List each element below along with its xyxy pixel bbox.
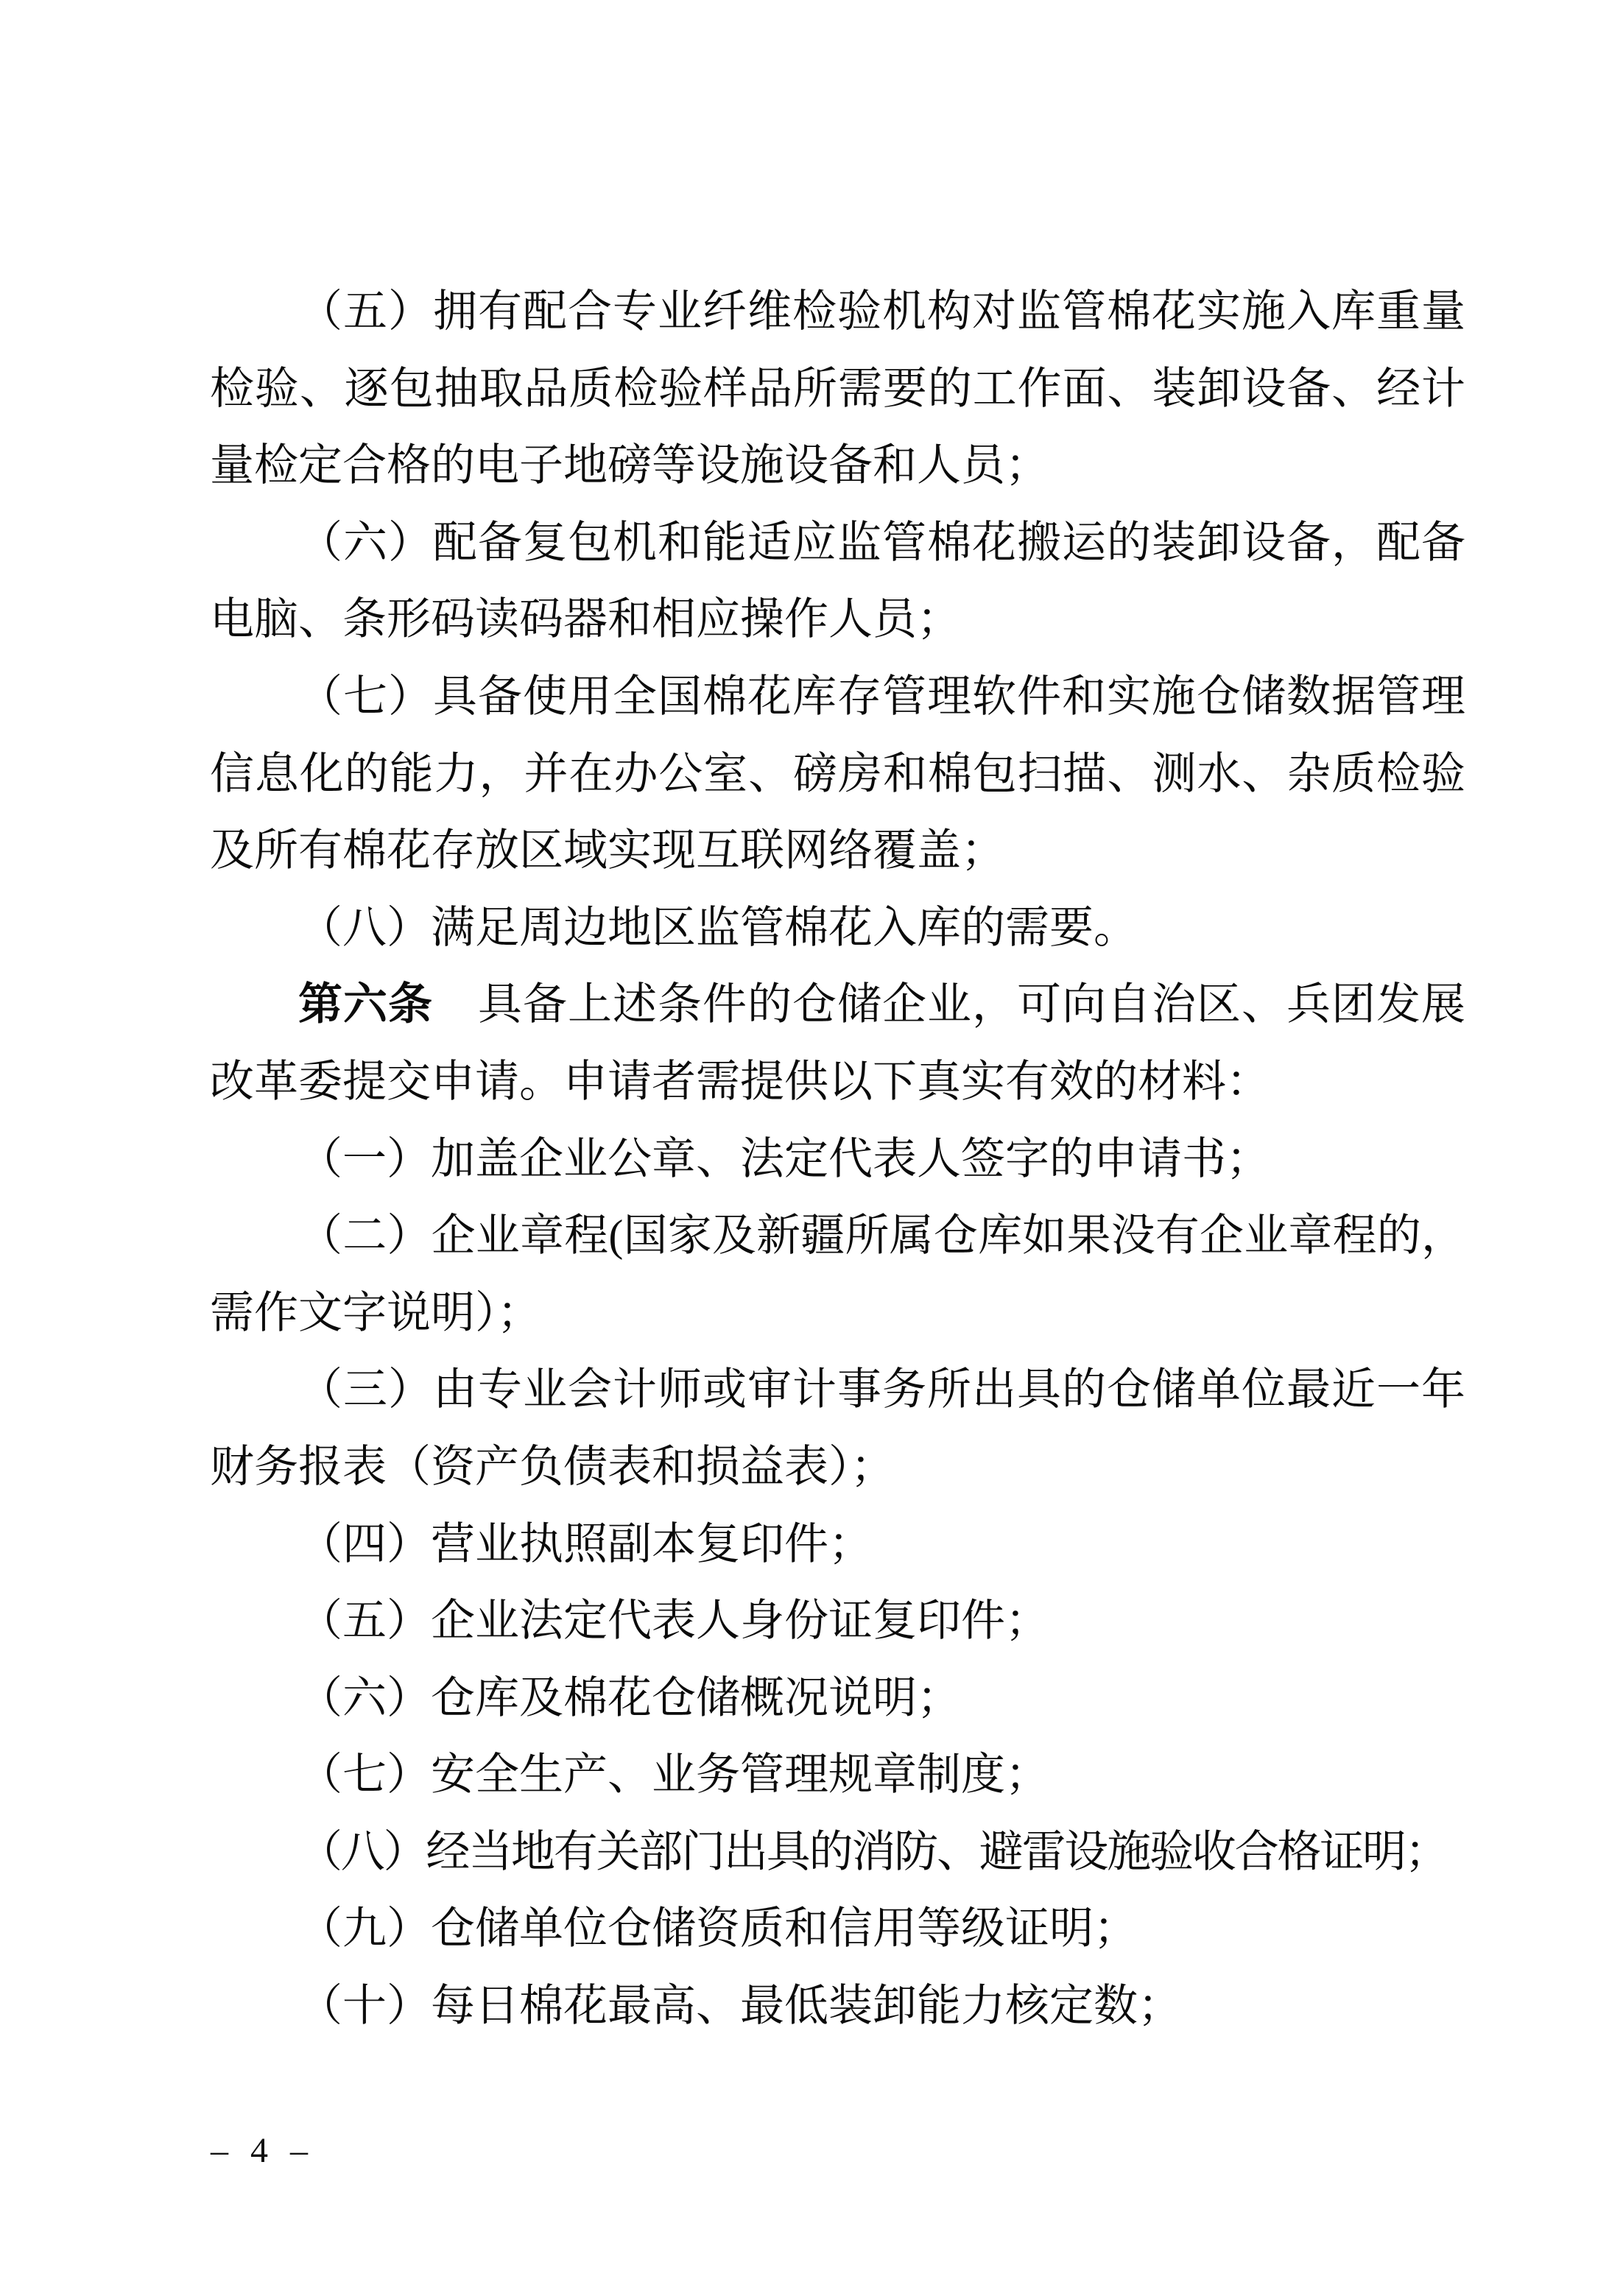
clause-item-7: （七）具备使用全国棉花库存管理软件和实施仓储数据管理信息化的能力，并在办公室、磅房和棉包扫描、测水、杂质检验及所有棉花存放区域实现互联网络覆盖； <box>210 672 1465 876</box>
document-body <box>210 273 1465 2045</box>
material-item-9: （九）仓储单位仓储资质和信用等级证明； <box>298 1904 1138 1954</box>
material-item-2: （二）企业章程(国家及新疆所属仓库如果没有企业章程的，需作文字说明）； <box>210 1211 1465 1337</box>
material-item-1: （一）加盖企业公章、法定代表人签字的申请书； <box>298 1134 1270 1183</box>
material-item-10: （十）每日棉花最高、最低装卸能力核定数； <box>298 1982 1182 2031</box>
page-footer <box>211 2130 309 2171</box>
material-item-6: （六）仓库及棉花仓储概况说明； <box>298 1673 961 1722</box>
clause-item-5: （五）拥有配合专业纤维检验机构对监管棉花实施入库重量检验、逐包抽取品质检验样品所需要的工作面、装卸设备、经计量检定合格的电子地磅等设施设备和人员； <box>210 287 1465 490</box>
material-item-3: （三）由专业会计师或审计事务所出具的仓储单位最近一年财务报表（资产负债表和损益表）； <box>210 1365 1465 1491</box>
material-item-4: （四）营业执照副本复印件； <box>298 1519 873 1568</box>
article-6-label: 第六条 <box>298 979 433 1029</box>
material-item-8: （八）经当地有关部门出具的消防、避雷设施验收合格证明； <box>298 1827 1448 1876</box>
clause-item-6: （六）配备复包机和能适应监管棉花搬运的装卸设备，配备电脑、条形码读码器和相应操作人员； <box>210 518 1465 644</box>
material-item-5: （五）企业法定代表人身份证复印件； <box>298 1596 1049 1646</box>
page-number: – 4 – <box>211 2131 309 2170</box>
material-item-7: （七）安全生产、业务管理规章制度； <box>298 1750 1049 1800</box>
article-6-text: 具备上述条件的仓储企业，可向自治区、兵团发展改革委提交申请。申请者需提供以下真实有效的材料： <box>210 980 1465 1106</box>
article-6-paragraph <box>210 966 1465 1120</box>
clause-item-8: （八）满足周边地区监管棉花入库的需要。 <box>298 903 1138 952</box>
